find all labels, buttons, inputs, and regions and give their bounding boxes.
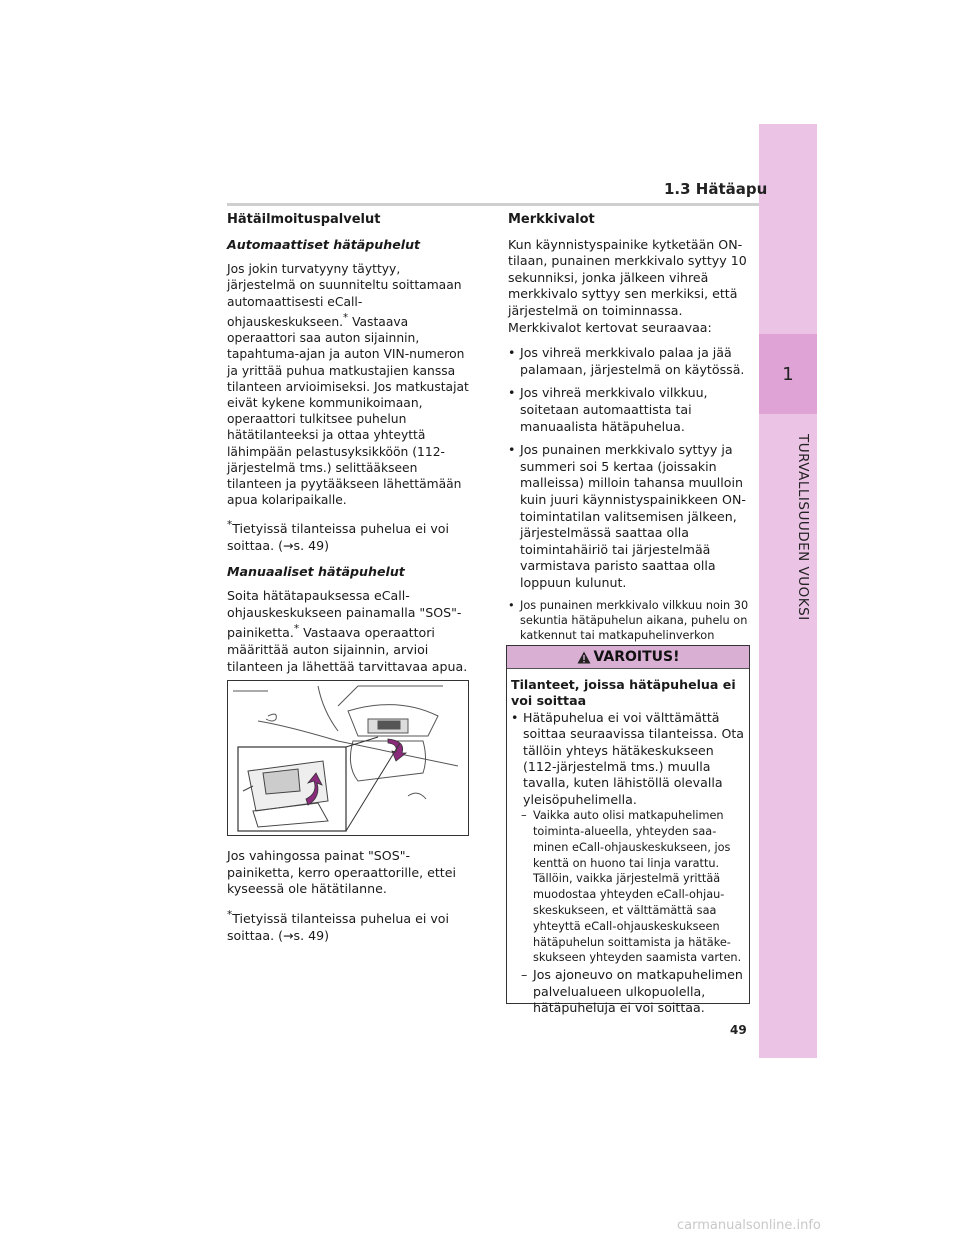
auto-calls-text: Jos jokin turvatyyny täyttyy, järjestelmä on suunniteltu soittamaan automaattisesti eCall-ohjauskeskukseen.	[227, 262, 462, 329]
dash-marker: –	[521, 809, 527, 823]
footnote-marker: *	[227, 908, 233, 921]
heading-indicators: Merkkivalot	[508, 212, 595, 227]
list-item-text: Jos vihreä merkkivalo vilkkuu, soitetaan automaattista tai manuaalista hätäpuhelua.	[520, 385, 708, 434]
warning-body	[507, 669, 749, 1016]
left-column-lower	[227, 848, 470, 953]
list-item	[521, 967, 745, 1016]
sos-button-illustration	[227, 680, 469, 836]
footnote-marker: *	[343, 311, 349, 324]
right-column	[508, 212, 752, 665]
overhead-console-drawing	[228, 681, 468, 835]
warning-header	[507, 646, 749, 669]
chapter-number: 1	[759, 334, 817, 414]
indicators-intro: Kun käynnistyspainike kytketään ON-tilaan, punainen merkkivalo syttyy 10 sekunniksi, jonka jälkeen vihreä merkkivalo syttyy sen merkiksi, että järjestelmä on toiminnassa. Merkkivalot kertovat seuraavaa:	[508, 236, 747, 335]
footnote-marker: *	[227, 519, 233, 532]
bullet-marker: •	[508, 442, 516, 458]
auto-calls-paragraph	[227, 261, 470, 508]
auto-calls-text-rest: Vastaava operaattori saa auton sijainnin, tapahtuma-ajan ja auton VIN-numeron ja yrittää puhua matkustajien kanssa tilanteen arvioimiseksi. Jos matkustajat eivät kykene kommunikoimaan, operaattori tulkitsee puhelun hätätilanteeksi ja ottaa yhteyttä lähimpään pelastusyksikköön (112-järjestelmä tms.) selittääkseen tilanteen ja pyytääkseen lähettämään apua kolaripaikalle.	[227, 314, 469, 508]
list-item-text: Vaikka auto olisi matkapuhelimen toiminta-alueella, yhteyden saa-minen eCall-ohjauskeskukseen, jos kenttä on huono tai linja varattu. Tällöin, vaikka järjestelmä yrittää muodostaa yhteyden eCall-ohjau-skeskukseen, et välttämättä saa yhteyttä eCall-ohjauskeskukseen hätäpuhelun soittamista ja hätäke-skukseen yhteyden saamista varten.	[533, 809, 742, 965]
dash-marker: –	[521, 967, 528, 983]
header-rule	[227, 203, 759, 206]
bullet-marker: •	[508, 599, 515, 613]
manual-calls-text: Soita hätätapauksessa eCall-ohjauskeskukseen painamalla "SOS"-painiketta.	[227, 588, 462, 641]
heading-emergency-services: Hätäilmoituspalvelut	[227, 212, 381, 227]
watermark: carmanualsonline.info	[677, 1218, 821, 1233]
list-item-text: Hätäpuhelua ei voi välttämättä soittaa seuraavissa tilanteissa. Ota tällöin yhteys hätäkeskukseen (112-järjestelmä tms.) muulla tavalla, kuten lähistöllä olevalla yleisöpuhelimella.	[523, 709, 745, 807]
list-item-text: Jos punainen merkkivalo syttyy ja summeri soi 5 kertaa (joissakin malleissa) milloin tahansa muulloin kuin juuri käynnistyspainikkeen ON-toimintatilan valitsemisen jälkeen, järjestelmässä saattaa olla toimintahäiriö tai järjestelmää varmistava paristo saattaa olla loppuun kulunut.	[520, 442, 746, 590]
footnote-1	[227, 517, 470, 554]
list-item	[521, 808, 745, 966]
manual-calls-text-rest: Vastaava operaattori määrittää auton sijainnin, arvioi tilanteen ja lähettää tarvittavaa apua.	[227, 625, 468, 674]
bullet-marker: •	[511, 709, 519, 725]
list-item	[508, 385, 752, 435]
list-item-text: Jos ajoneuvo on matkapuhelimen palvelualueen ulkopuolella, hätäpuheluja ei voi soittaa.	[533, 967, 743, 1016]
left-column	[227, 212, 470, 727]
footnote-2	[227, 907, 470, 944]
list-item	[508, 442, 752, 591]
subheading-automatic-calls: Automaattiset hätäpuhelut	[227, 236, 421, 252]
bullet-marker: •	[508, 345, 516, 361]
warning-subtitle: Tilanteet, joissa hätäpuhelua ei voi soittaa	[511, 677, 736, 709]
manual-calls-paragraph	[227, 588, 470, 675]
chapter-side-tab	[759, 124, 817, 1058]
list-item	[511, 710, 745, 808]
footnote-marker: *	[293, 623, 300, 636]
list-item-text: Jos vihreä merkkivalo palaa ja jää palamaan, järjestelmä on käytössä.	[520, 345, 745, 377]
warning-box	[506, 645, 750, 1016]
accidental-press-paragraph: Jos vahingossa painat "SOS"-painiketta, kerro operaattorille, ettei kyseessä ole hätätilanne.	[227, 848, 456, 897]
chapter-title-vertical: TURVALLISUUDEN VUOKSI	[795, 434, 811, 621]
footnote-2-text: Tietyissä tilanteissa puhelua ei voi soittaa. (→s. 49)	[227, 910, 450, 943]
bullet-marker: •	[508, 385, 516, 401]
warning-title: VAROITUS!	[593, 649, 680, 665]
subheading-manual-calls: Manuaaliset hätäpuhelut	[227, 563, 405, 579]
list-item-text: Jos punainen merkkivalo vilkkuu noin 30 sekuntia hätäpuhelun aikana, puhelu on katkennut tai matkapuhelinverkon	[520, 599, 749, 643]
section-header: 1.3 Hätäapu	[664, 180, 768, 198]
warning-icon	[577, 651, 591, 664]
list-item	[508, 345, 752, 378]
page-number: 49	[730, 1023, 747, 1037]
footnote-1-text: Tietyissä tilanteissa puhelua ei voi soittaa. (→s. 49)	[227, 521, 450, 554]
